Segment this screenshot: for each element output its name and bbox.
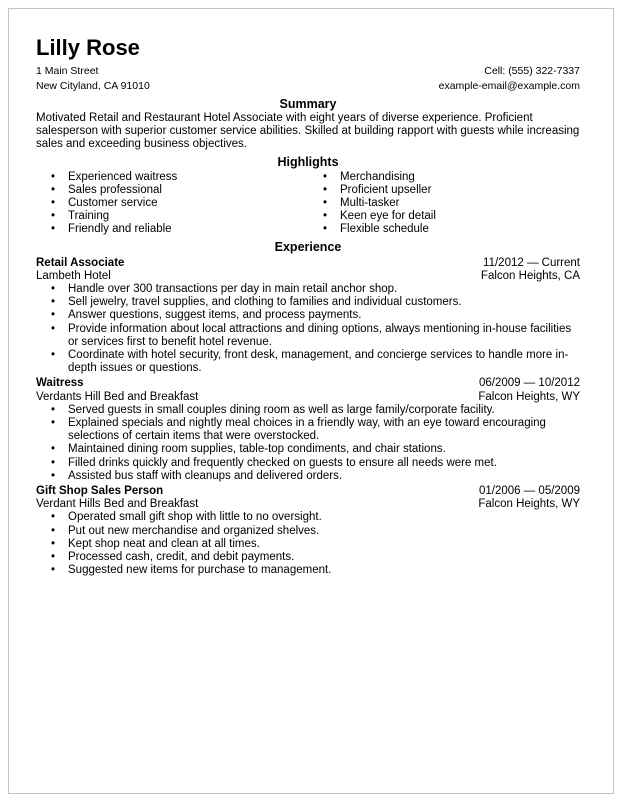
job-employer-row	[36, 498, 580, 511]
job-dates: 11/2012 — Current	[483, 256, 580, 269]
job-duties-list	[36, 511, 580, 577]
highlight-item: • Friendly and reliable	[68, 223, 308, 236]
summary-heading: Summary	[279, 97, 337, 111]
job-duty: • Filled drinks quickly and frequently checked on guests to ensure all needs were met.	[68, 457, 580, 470]
email-address: example-email@example.com	[438, 80, 580, 92]
job-duty: • Served guests in small couples dining room as well as large family/corporate facility.	[68, 404, 580, 417]
job-duty: • Assisted bus staff with cleanups and delivered orders.	[68, 470, 580, 483]
job-duty: • Explained specials and nightly meal choices in a friendly way, with an eye toward encouraging selections of certain items that were overstocked.	[68, 417, 580, 443]
highlight-item: • Customer service	[68, 197, 308, 210]
contact-row-1	[36, 64, 580, 79]
highlight-item: • Proficient upseller	[340, 184, 580, 197]
job-location: Falcon Heights, WY	[478, 390, 580, 403]
highlights-heading: Highlights	[277, 154, 339, 169]
address-line-2: New Cityland, CA 91010	[36, 80, 150, 92]
highlight-item: • Flexible schedule	[340, 223, 580, 236]
job-duty: • Handle over 300 transactions per day in main retail anchor shop.	[68, 283, 580, 296]
highlight-item: • Training	[68, 210, 308, 223]
job-duty: • Suggested new items for purchase to management.	[68, 564, 580, 577]
job-location: Falcon Heights, CA	[480, 269, 580, 282]
job-location: Falcon Heights, WY	[478, 498, 580, 511]
job-title: Waitress	[36, 377, 84, 390]
resume-page	[36, 36, 580, 578]
job-duty: • Maintained dining room supplies, table-top condiments, and chair stations.	[68, 443, 580, 456]
highlights-right-column	[308, 171, 580, 237]
job-dates: 06/2009 — 10/2012	[478, 377, 580, 390]
job-duties-list	[36, 404, 580, 483]
job-duty: • Answer questions, suggest items, and process payments.	[68, 309, 580, 322]
job-duty: • Processed cash, credit, and debit payments.	[68, 551, 580, 564]
job-duty: • Kept shop neat and clean at all times.	[68, 538, 580, 551]
job-duty: • Put out new merchandise and organized shelves.	[68, 525, 580, 538]
experience-heading: Experience	[274, 239, 342, 254]
job-duty: • Coordinate with hotel security, front desk, management, and concierge services to handle more in-depth issues or questions.	[68, 349, 580, 375]
job-header	[36, 257, 580, 270]
job-header	[36, 377, 580, 390]
job-employer: Verdants Hill Bed and Breakfast	[36, 390, 199, 403]
highlights-left-column	[36, 171, 308, 237]
job-title: Retail Associate	[36, 256, 125, 269]
highlights-list	[36, 171, 580, 237]
highlight-item: • Sales professional	[68, 184, 308, 197]
job-entry-waitress	[36, 377, 580, 483]
job-duty: • Operated small gift shop with little to no oversight.	[68, 511, 580, 524]
job-employer-row	[36, 391, 580, 404]
highlight-item: • Merchandising	[340, 171, 580, 184]
job-entry-gift-shop-sales-person	[36, 485, 580, 577]
highlight-item: • Experienced waitress	[68, 171, 308, 184]
job-duty: • Sell jewelry, travel supplies, and clothing to families and individual customers.	[68, 296, 580, 309]
job-title: Gift Shop Sales Person	[36, 485, 164, 498]
job-entry-retail-associate	[36, 257, 580, 376]
highlight-item: • Multi-tasker	[340, 197, 580, 210]
phone-number: Cell: (555) 322-7337	[484, 65, 580, 77]
job-employer: Verdant Hills Bed and Breakfast	[36, 498, 199, 511]
highlight-item: • Keen eye for detail	[340, 210, 580, 223]
summary-text: Motivated Retail and Restaurant Hotel Associate with eight years of diverse experience. Proficient salesperson with superior customer service abilities. Skilled at building rapport with guests while increasing sales and exceeding business objectives.	[36, 112, 580, 151]
candidate-name: Lilly Rose	[36, 35, 140, 60]
job-header	[36, 485, 580, 498]
job-employer-row	[36, 270, 580, 283]
job-dates: 01/2006 — 05/2009	[478, 485, 580, 498]
contact-row-2	[36, 79, 580, 94]
job-employer: Lambeth Hotel	[36, 269, 111, 282]
job-duty: • Provide information about local attractions and dining options, always mentioning in-house facilities or services first to benefit hotel revenue.	[68, 323, 580, 349]
job-duties-list	[36, 283, 580, 375]
address-line-1: 1 Main Street	[36, 65, 99, 77]
